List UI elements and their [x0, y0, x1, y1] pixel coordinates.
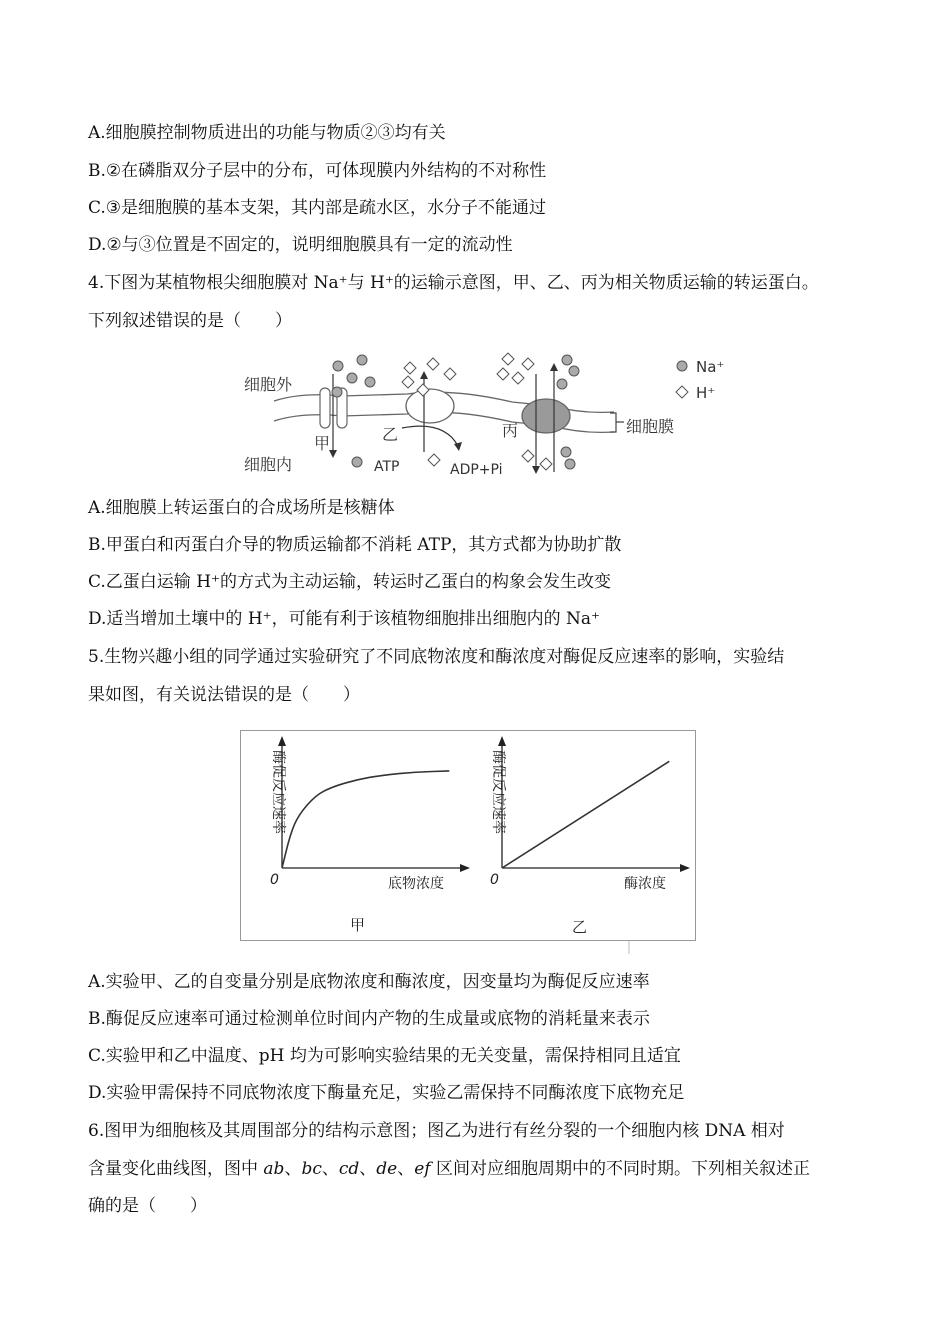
chart-yi-ylabel: 酶促反应速率 [490, 750, 506, 834]
separator-1: 、 [284, 1159, 302, 1179]
label-jia: 甲 [314, 434, 331, 453]
separator-3: 、 [359, 1159, 377, 1179]
q6-stem-line2-pre: 含量变化曲线图，图中 [88, 1159, 264, 1179]
membrane-transport-diagram [222, 344, 744, 484]
q5-stem-line1: 5.生物兴趣小组的同学通过实验研究了不同底物浓度和酶浓度对酶促反应速率的影响，实验结 [88, 647, 785, 667]
antiporter-bing [522, 399, 570, 433]
legend-h: H⁺ [696, 384, 716, 402]
chart-yi-xlabel: 酶浓度 [624, 876, 666, 892]
q6-stem-line1: 6.图甲为细胞核及其周围部分的结构示意图；图乙为进行有丝分裂的一个细胞内核 DNA 相对 [88, 1121, 785, 1141]
segment-de: de [376, 1159, 398, 1179]
q6-stem-line2 [88, 1158, 810, 1180]
enzyme-rate-charts [240, 730, 698, 954]
q4-option-c: C.乙蛋白运输 H⁺的方式为主动运输，转运时乙蛋白的构象会发生改变 [88, 572, 612, 592]
chart-jia-origin: 0 [270, 872, 279, 888]
label-membrane: 细胞膜 [626, 417, 675, 436]
segment-ab: ab [263, 1159, 285, 1179]
chart-jia-title: 甲 [350, 916, 366, 934]
segment-ef: ef [414, 1159, 431, 1179]
label-bing: 丙 [502, 421, 519, 440]
q4-option-a: A.细胞膜上转运蛋白的合成场所是核糖体 [88, 498, 395, 518]
legend-na: Na⁺ [696, 358, 725, 376]
q3-option-a: A.细胞膜控制物质进出的功能与物质②③均有关 [88, 123, 446, 143]
channel-jia-left [320, 388, 330, 428]
label-outside: 细胞外 [244, 375, 293, 394]
sodium-ions [332, 355, 687, 469]
q6-stem-line3: 确的是（ ） [88, 1196, 207, 1216]
q3-option-d: D.②与③位置是不固定的，说明细胞膜具有一定的流动性 [88, 235, 513, 255]
q5-option-a: A.实验甲、乙的自变量分别是底物浓度和酶浓度，因变量均为酶促反应速率 [88, 972, 650, 992]
label-atp: ATP [374, 459, 400, 475]
q5-option-b: B.酶促反应速率可通过检测单位时间内产物的生成量或底物的消耗量来表示 [88, 1009, 650, 1029]
label-adp: ADP+Pi [450, 462, 503, 478]
chart-jia-ylabel: 酶促反应速率 [270, 750, 286, 834]
membrane-bracket [610, 413, 624, 432]
arrow-atp [402, 426, 458, 446]
separator-4: 、 [397, 1159, 415, 1179]
separator-2: 、 [321, 1159, 339, 1179]
label-yi: 乙 [382, 425, 399, 444]
chart-yi-title: 乙 [572, 918, 588, 936]
q5-option-d: D.实验甲需保持不同底物浓度下酶量充足，实验乙需保持不同酶浓度下底物充足 [88, 1083, 685, 1103]
q6-stem-line2-post: 区间对应细胞周期中的不同时期。下列相关叙述正 [430, 1159, 810, 1179]
q4-stem-line1: 4.下图为某植物根尖细胞膜对 Na⁺与 H⁺的运输示意图，甲、乙、丙为相关物质运输的转运蛋白。 [88, 273, 819, 293]
q3-option-c: C.③是细胞膜的基本支架，其内部是疏水区，水分子不能通过 [88, 198, 547, 218]
pump-yi [406, 389, 454, 423]
chart-frame [241, 731, 696, 941]
q3-option-b: B.②在磷脂双分子层中的分布，可体现膜内外结构的不对称性 [88, 161, 547, 181]
segment-cd: cd [338, 1159, 360, 1179]
segment-bc: bc [301, 1159, 322, 1179]
q5-stem-line2: 果如图，有关说法错误的是（ ） [88, 685, 360, 705]
q4-option-b: B.甲蛋白和丙蛋白介导的物质运输都不消耗 ATP，其方式都为协助扩散 [88, 535, 622, 555]
label-inside: 细胞内 [244, 455, 293, 474]
q5-option-c: C.实验甲和乙中温度、pH 均为可影响实验结果的无关变量，需保持相同且适宜 [88, 1046, 681, 1066]
chart-yi-origin: 0 [490, 872, 499, 888]
q4-stem-line2: 下列叙述错误的是（ ） [88, 311, 292, 331]
q4-option-d: D.适当增加土壤中的 H⁺，可能有利于该植物细胞排出细胞内的 Na⁺ [88, 609, 601, 629]
chart-jia-xlabel: 底物浓度 [388, 876, 444, 892]
